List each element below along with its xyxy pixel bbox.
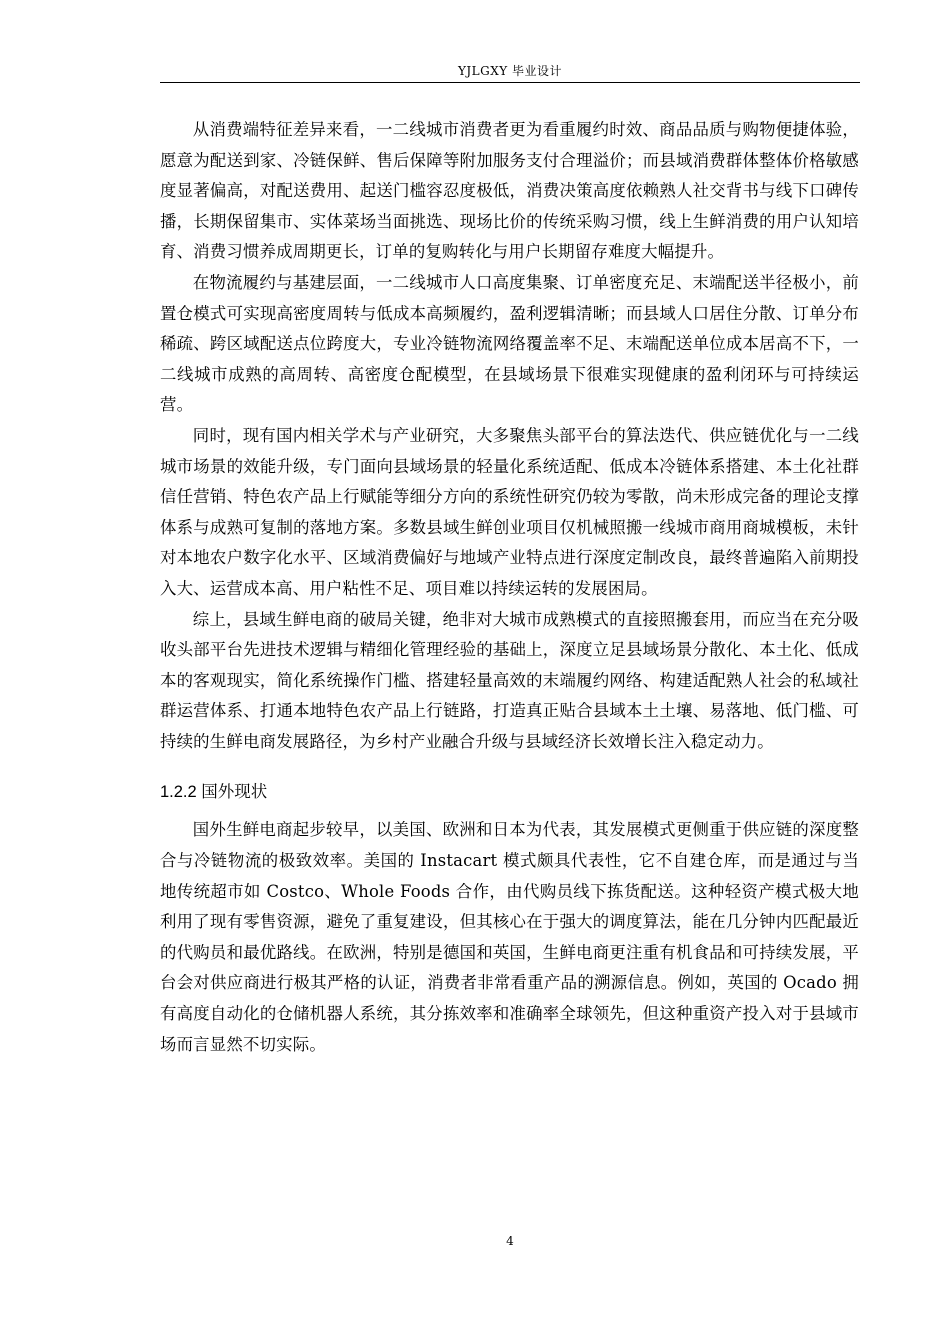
page-body: [160, 115, 859, 1060]
body-paragraph-summary: 综上，县域生鲜电商的破局关键，绝非对大城市成熟模式的直接照搬套用，而应当在充分吸收头部平台先进技术逻辑与精细化管理经验的基础上，深度立足县域场景分散化、本土化、低成本的客观现实，简化系统操作门槛、搭建轻量高效的末端履约网络、构建适配熟人社会的私域社群运营体系、打通本地特色农产品上行链路，打造真正贴合县域本土土壤、易落地、低门槛、可持续的生鲜电商发展路径，为乡村产业融合升级与县域经济长效增长注入稳定动力。: [160, 609, 859, 751]
body-paragraph-research-status: 同时，现有国内相关学术与产业研究，大多聚焦头部平台的算法迭代、供应链优化与一二线城市场景的效能升级，专门面向县域场景的轻量化系统适配、低成本冷链体系搭建、本土化社群信任营销、特色农产品上行赋能等细分方向的系统性研究仍较为零散，尚未形成完备的理论支撑体系与成熟可复制的落地方案。多数县域生鲜创业项目仅机械照搬一线城市商用商城模板，未针对本地农户数字化水平、区域消费偏好与地域产业特点进行深度定制改良，最终普遍陷入前期投入大、运营成本高、用户粘性不足、项目难以持续运转的发展困局。: [160, 425, 859, 598]
body-paragraph-foreign-status: 国外生鲜电商起步较早，以美国、欧洲和日本为代表，其发展模式更侧重于供应链的深度整合与冷链物流的极致效率。美国的 Instacart 模式颇具代表性，它不自建仓库，而是通过与当地传统超市如 Costco、Whole Foods 合作，由代购员线下拣货配送。这种轻资产模式极大地利用了现有零售资源，避免了重复建设，但其核心在于强大的调度算法，能在几分钟内匹配最近的代购员和最优路线。在欧洲，特别是德国和英国，生鲜电商更注重有机食品和可持续发展，平台会对供应商进行极其严格的认证，消费者非常看重产品的溯源信息。例如，英国的 Ocado 拥有高度自动化的仓储机器人系统，其分拣效率和准确率全球领先，但这种重资产投入对于县域市场而言显然不切实际。: [160, 820, 859, 1054]
section-heading-foreign-status: 1.2.2 国外现状: [160, 783, 268, 802]
header-divider: [160, 82, 860, 83]
body-paragraph-consumer-differences: 从消费端特征差异来看，一二线城市消费者更为看重履约时效、商品品质与购物便捷体验，愿意为配送到家、冷链保鲜、售后保障等附加服务支付合理溢价；而县域消费群体整体价格敏感度显著偏高，对配送费用、起送门槛容忍度极低，消费决策高度依赖熟人社交背书与线下口碑传播，长期保留集市、实体菜场当面挑选、现场比价的传统采购习惯，线上生鲜消费的用户认知培育、消费习惯养成周期更长，订单的复购转化与用户长期留存难度大幅提升。: [160, 120, 859, 262]
page-header: YJLGXY 毕业设计: [457, 64, 563, 78]
body-paragraph-logistics: 在物流履约与基建层面，一二线城市人口高度集聚、订单密度充足、末端配送半径极小，前置仓模式可实现高密度周转与低成本高频履约，盈利逻辑清晰；而县域人口居住分散、订单分布稀疏、跨区域配送点位跨度大，专业冷链物流网络覆盖率不足、末端配送单位成本居高不下，一二线城市成熟的高周转、高密度仓配模型，在县域场景下很难实现健康的盈利闭环与可持续运营。: [160, 272, 859, 415]
page-number: 4: [506, 1234, 514, 1248]
